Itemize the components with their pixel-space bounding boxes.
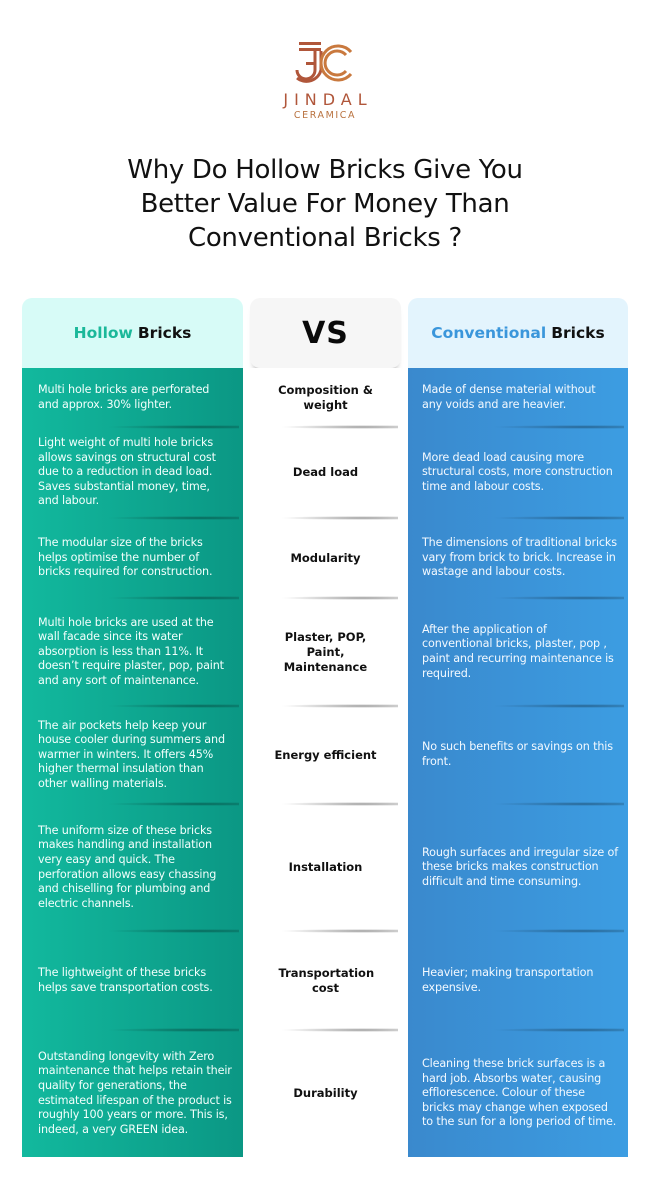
- criterion-label: Energy efficient: [274, 747, 377, 762]
- criterion-label: Dead load: [292, 465, 359, 479]
- hollow-bricks-header: [22, 298, 243, 368]
- conventional-text: Rough surfaces and irregular size of these bricks makes construction difficult and time consuming.: [422, 845, 618, 888]
- conventional-bricks-header: [408, 298, 628, 368]
- hollow-row-transportation: [22, 931, 243, 1030]
- hollow-text: Light weight of multi hole bricks allows savings on structural cost due to a reduction in dead load. Saves substantial money, time, and labour.: [38, 436, 216, 508]
- criterion-label: Modularity: [290, 550, 361, 565]
- criterion-composition: [250, 368, 401, 427]
- hollow-text: The air pockets help keep your house cooler during summers and warmer in winters. It offers 45% higher thermal insulation than other walling materials.: [38, 718, 225, 790]
- conventional-row-dead-load: [408, 427, 628, 518]
- conventional-text: More dead load causing more structural costs, more construction time and labour costs.: [422, 450, 613, 493]
- title-line-2: Better Value For Money Than: [140, 189, 510, 219]
- conventional-text: Made of dense material without any voids and are heavier.: [422, 382, 596, 411]
- hollow-bricks-column: [22, 298, 243, 1157]
- hollow-row-durability: [22, 1030, 243, 1157]
- brand-subname: CERAMICA: [293, 110, 357, 121]
- title-line-1: Why Do Hollow Bricks Give You: [127, 155, 523, 185]
- conventional-bricks-body: [408, 368, 628, 1157]
- hollow-text: Multi hole bricks are used at the wall facade since its water absorption is less than 11%. It doesn’t require plaster, pop, paint and any sort of maintenance.: [38, 615, 224, 687]
- hollow-text: The uniform size of these bricks makes handling and installation very easy and quick. The perforation allows easy chassing and chiselling for plumbing and electric channels.: [38, 823, 217, 910]
- criterion-transportation: [250, 931, 401, 1030]
- conventional-text: Heavier; making transportation expensive.: [422, 965, 594, 994]
- hollow-row-plaster: [22, 598, 243, 706]
- criterion-durability: [250, 1030, 401, 1157]
- hollow-row-installation: [22, 804, 243, 931]
- conventional-header-accent: Conventional: [431, 324, 547, 342]
- criterion-dead-load: [250, 427, 401, 518]
- criterion-installation: [250, 804, 401, 931]
- hollow-row-energy: [22, 706, 243, 804]
- title-line-3: Conventional Bricks ?: [187, 223, 463, 253]
- conventional-text: No such benefits or savings on this front.: [422, 740, 613, 768]
- page-title: [0, 153, 650, 255]
- criterion-label: Installation: [288, 860, 363, 874]
- hollow-text: The lightweight of these bricks helps save transportation costs.: [38, 965, 213, 994]
- conventional-row-transportation: [408, 931, 628, 1030]
- conventional-row-durability: [408, 1030, 628, 1157]
- conventional-text: The dimensions of traditional bricks vary from brick to brick. Increase in wastage and labour costs.: [422, 536, 617, 579]
- jc-monogram-icon: [295, 40, 355, 86]
- hollow-row-modularity: [22, 518, 243, 598]
- criteria-column: [250, 298, 401, 1157]
- conventional-row-composition: [408, 368, 628, 427]
- brand-logo: [0, 40, 650, 121]
- conventional-text: After the application of conventional bricks, plaster, pop , paint and recurring maintenance is required.: [422, 622, 614, 680]
- hollow-text: The modular size of the bricks helps optimise the number of bricks required for construction.: [38, 536, 213, 579]
- hollow-header-accent: Hollow: [73, 324, 133, 342]
- criterion-energy: [250, 706, 401, 804]
- hollow-row-composition: [22, 368, 243, 427]
- criterion-label: Transportation cost: [278, 965, 375, 995]
- criteria-body: [250, 368, 401, 1157]
- hollow-bricks-body: [22, 368, 243, 1157]
- brand-name: JINDAL: [283, 90, 373, 109]
- conventional-row-modularity: [408, 518, 628, 598]
- criterion-plaster: [250, 598, 401, 706]
- conventional-header-plain: Bricks: [551, 324, 605, 342]
- conventional-text: Cleaning these brick surfaces is a hard job. Absorbs water, causing efflorescence. Colour of these bricks may change when exposed to the sun for a long period of time.: [422, 1057, 617, 1129]
- hollow-text: Outstanding longevity with Zero maintenance that helps retain their quality for generations, the estimated lifespan of the product is roughly 100 years or more. This is, indeed, a very GREEN idea.: [38, 1049, 232, 1136]
- conventional-row-installation: [408, 804, 628, 931]
- conventional-row-plaster: [408, 598, 628, 706]
- criterion-label: Plaster, POP, Paint, Maintenance: [283, 629, 368, 674]
- hollow-text: Multi hole bricks are perforated and approx. 30% lighter.: [38, 382, 210, 411]
- conventional-row-energy: [408, 706, 628, 804]
- criterion-modularity: [250, 518, 401, 598]
- hollow-row-dead-load: [22, 427, 243, 518]
- criterion-label: Durability: [293, 1086, 358, 1100]
- vs-header: VS: [250, 298, 401, 368]
- conventional-bricks-column: [408, 298, 628, 1157]
- hollow-header-plain: Bricks: [137, 324, 192, 342]
- criterion-label: Composition & weight: [278, 382, 373, 412]
